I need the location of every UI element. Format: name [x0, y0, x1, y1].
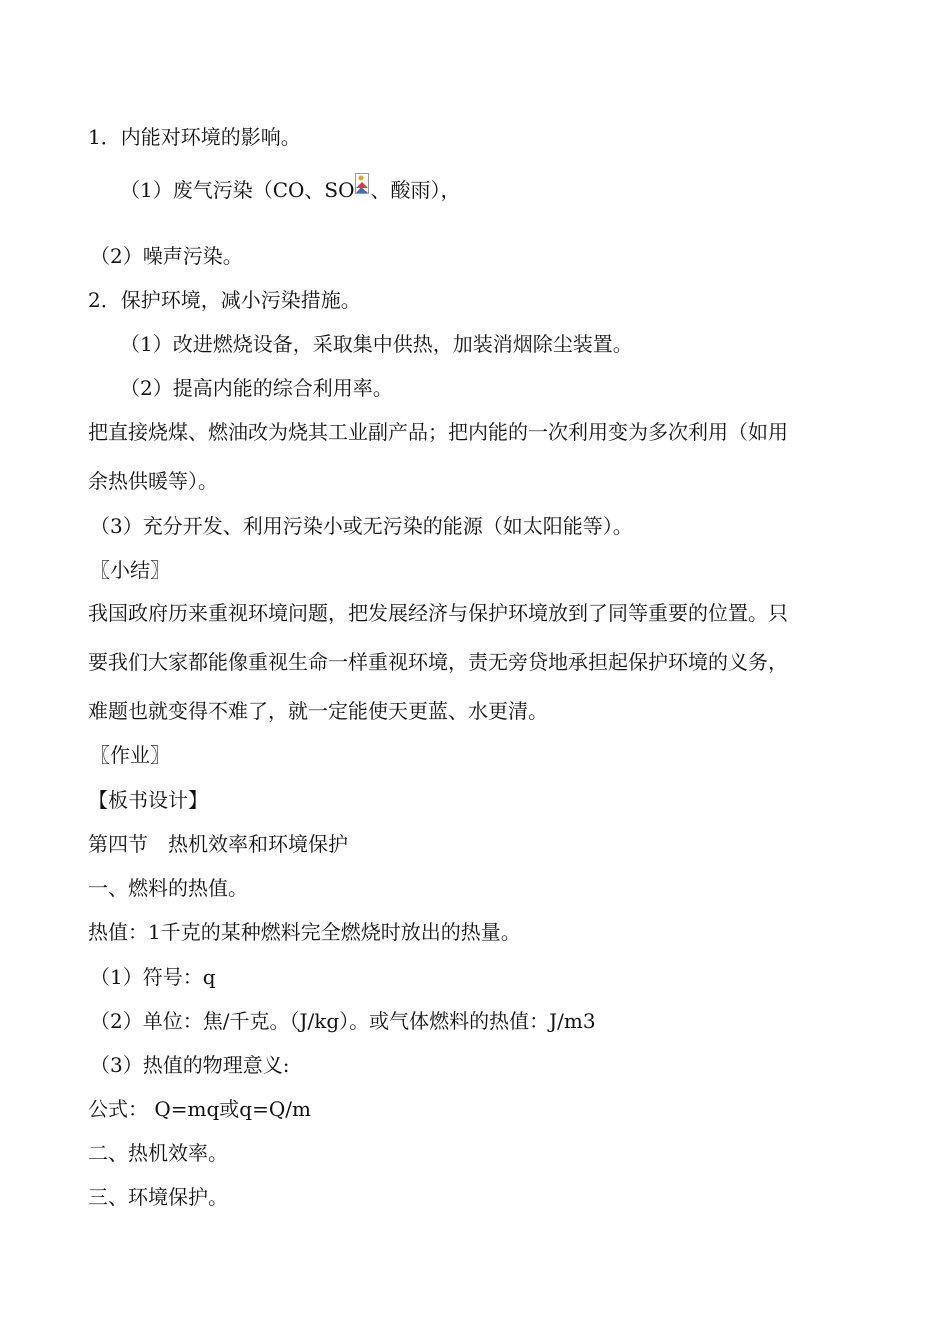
- summary-paragraph-2: 要我们大家都能像重视生命一样重视环境，责无旁贷地承担起保护环境的义务，: [88, 650, 788, 674]
- paragraph-utilization-1: 把直接烧煤、燃油改为烧其工业副产品；把内能的一次利用变为多次利用（如用: [88, 420, 788, 444]
- board-design-heading: 【板书设计】: [88, 788, 208, 812]
- section-heading-2: 2．保护环境，减小污染措施。: [88, 288, 361, 312]
- heating-value-definition: 热值：1千克的某种燃料完全燃烧时放出的热量。: [88, 920, 521, 944]
- item-improve-equipment: （1）改进燃烧设备，采取集中供热，加装消烟除尘装置。: [120, 332, 633, 356]
- heating-value-symbol: （1）符号：q: [90, 965, 216, 989]
- summary-paragraph-3: 难题也就变得不难了，就一定能使天更蓝、水更清。: [88, 699, 548, 723]
- item-exhaust-text-post: 、酸雨），: [370, 178, 461, 202]
- paragraph-utilization-2: 余热供暖等）。: [88, 469, 218, 493]
- broken-image-icon: [355, 173, 370, 195]
- outline-engine-efficiency: 二、热机效率。: [88, 1141, 228, 1165]
- heating-value-unit: （2）单位：焦/千克。（J/kg）。或气体燃料的热值：J/m3: [90, 1009, 596, 1033]
- item-clean-energy: （3）充分开发、利用污染小或无污染的能源（如太阳能等）。: [90, 514, 633, 538]
- outline-heating-value: 一、燃料的热值。: [88, 876, 248, 900]
- item-noise-pollution: （2）噪声污染。: [90, 244, 243, 268]
- formula-line: 公式： Q=mq或q=Q/m: [88, 1097, 311, 1121]
- item-exhaust-text-pre: （1）废气污染（CO、SO: [120, 178, 355, 202]
- item-exhaust-pollution: [120, 176, 461, 204]
- summary-heading: 〖小结〗: [90, 558, 170, 582]
- homework-heading: 〖作业〗: [90, 743, 170, 767]
- item-improve-utilization: （2）提高内能的综合利用率。: [120, 376, 393, 400]
- outline-environment-protection: 三、环境保护。: [88, 1185, 228, 1209]
- heating-value-meaning: （3）热值的物理意义:: [90, 1053, 290, 1077]
- section-heading-1: 1．内能对环境的影响。: [88, 125, 301, 149]
- section-title: 第四节 热机效率和环境保护: [88, 832, 348, 856]
- summary-paragraph-1: 我国政府历来重视环境问题，把发展经济与保护环境放到了同等重要的位置。只: [88, 601, 788, 625]
